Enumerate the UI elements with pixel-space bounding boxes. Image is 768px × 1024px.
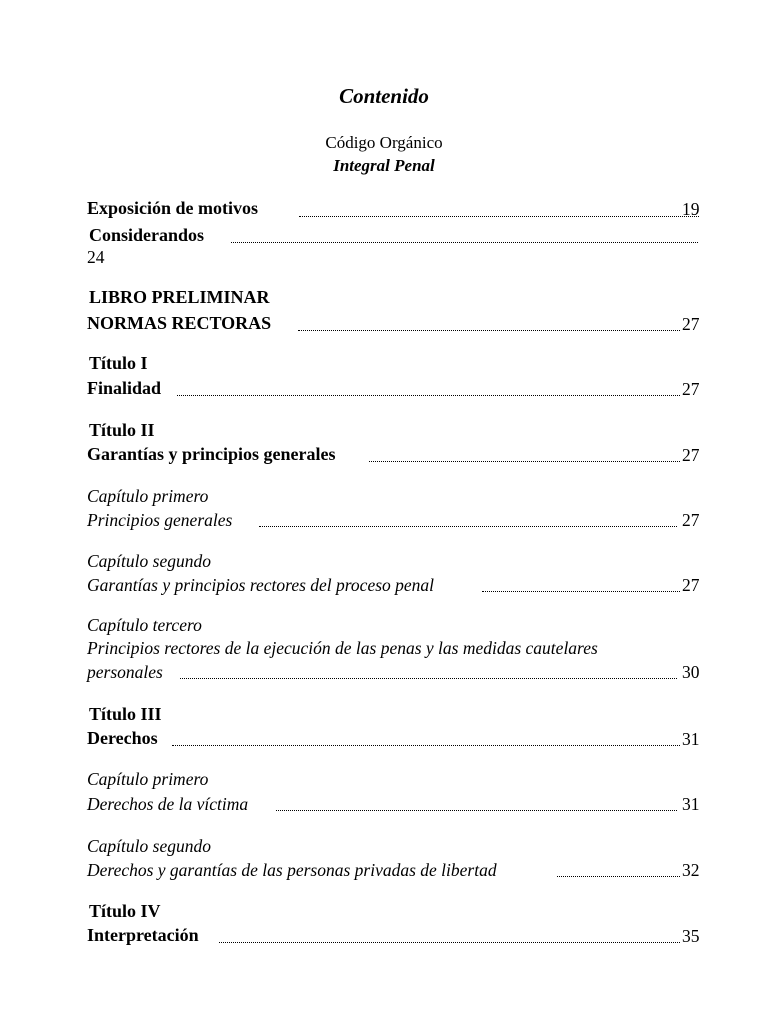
toc-heading: Título I — [89, 353, 148, 373]
toc-label: Garantías y principios generales — [87, 444, 336, 464]
dot-leader — [369, 461, 680, 462]
toc-label: Garantías y principios rectores del proceso penal — [87, 575, 435, 595]
dot-leader — [172, 745, 680, 746]
toc-heading: Título IV — [89, 901, 161, 921]
toc-label-line-1: Principios rectores de la ejecución de las penas y las medidas cautelares — [87, 638, 598, 658]
toc-page-number: 31 — [682, 729, 700, 749]
toc-label: Derechos y garantías de las personas privadas de libertad — [87, 860, 497, 880]
toc-page-number: 31 — [682, 794, 700, 814]
dot-leader — [177, 395, 680, 396]
toc-page-number: 27 — [682, 510, 700, 530]
toc-page-number: 19 — [682, 199, 700, 219]
toc-page-number: 30 — [682, 662, 700, 682]
toc-label: Derechos de la víctima — [87, 794, 249, 814]
toc-label: Finalidad — [87, 378, 162, 398]
dot-leader — [180, 678, 677, 679]
dot-leader — [299, 216, 699, 217]
toc-page-number: 27 — [682, 445, 700, 465]
toc-page-number: 35 — [682, 926, 700, 946]
toc-page-number: 27 — [682, 314, 700, 334]
toc-heading: Capítulo segundo — [87, 551, 211, 571]
toc-page-number: 27 — [682, 379, 700, 399]
toc-heading: Capítulo primero — [87, 486, 209, 506]
toc-label: Interpretación — [87, 925, 199, 945]
toc-label: Derechos — [87, 728, 158, 748]
page-title: Contenido — [339, 84, 429, 108]
toc-heading: LIBRO PRELIMINAR — [89, 287, 270, 307]
toc-label: NORMAS RECTORAS — [87, 313, 272, 333]
toc-heading: Capítulo primero — [87, 769, 209, 789]
dot-leader — [231, 242, 698, 243]
dot-leader — [298, 330, 680, 331]
toc-label: Principios generales — [87, 510, 233, 530]
dot-leader — [557, 876, 680, 877]
toc-label-line-2: personales — [87, 662, 163, 682]
toc-label: Exposición de motivos — [87, 198, 259, 218]
toc-heading: Capítulo segundo — [87, 836, 211, 856]
toc-label: Considerandos — [89, 225, 205, 245]
dot-leader — [219, 942, 680, 943]
dot-leader — [276, 810, 677, 811]
dot-leader — [259, 526, 677, 527]
toc-page-number: 27 — [682, 575, 700, 595]
subtitle-line-2: Integral Penal — [333, 156, 435, 175]
dot-leader — [482, 591, 680, 592]
toc-heading: Título III — [89, 704, 162, 724]
toc-page-number: 24 — [87, 247, 105, 267]
subtitle-line-1: Código Orgánico — [325, 133, 443, 152]
toc-page-number: 32 — [682, 860, 700, 880]
toc-heading: Título II — [89, 420, 155, 440]
toc-heading: Capítulo tercero — [87, 615, 202, 635]
